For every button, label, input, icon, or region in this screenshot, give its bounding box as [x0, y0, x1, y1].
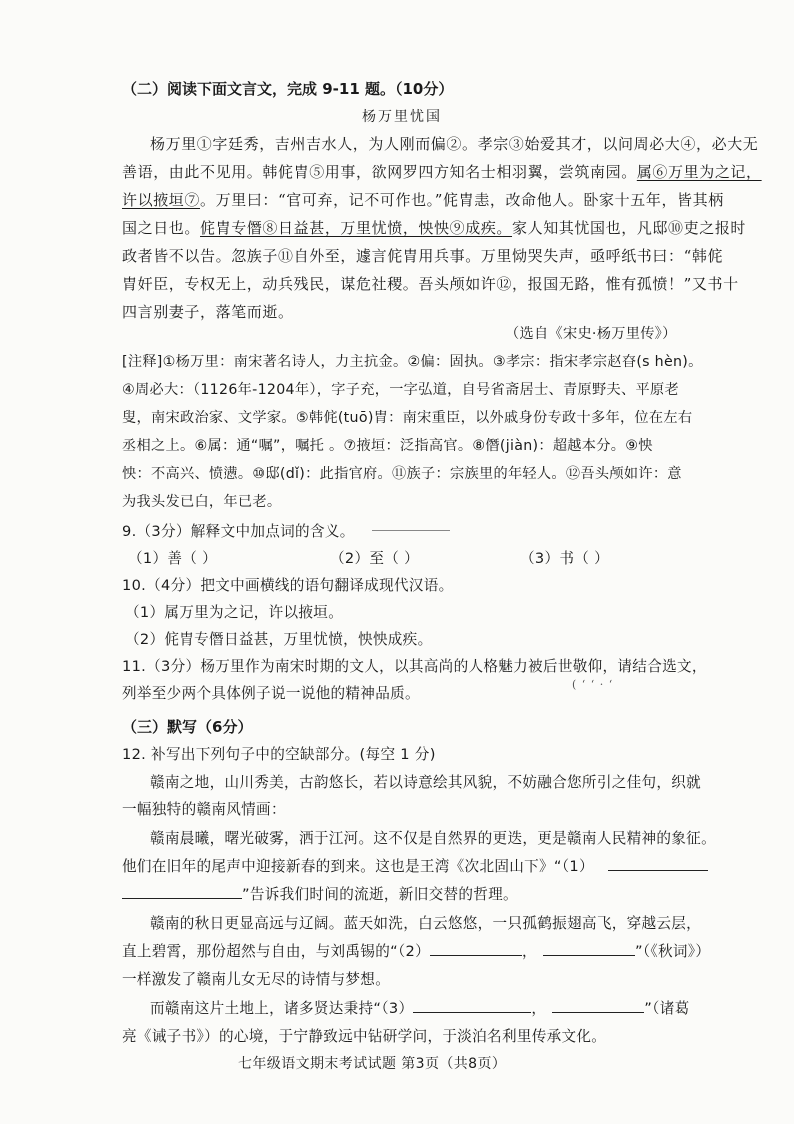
passage-line [122, 189, 724, 210]
underlined-sentence: 属⑥万里为之记， [636, 163, 762, 181]
passage-line [122, 161, 762, 182]
q12-text-line: 赣南之地，山川秀美，古韵悠长，若以诗意绘其风貌，不妨融合您所引之佳句，织就 [150, 774, 702, 791]
note-line: 怏：不高兴、愤懑。⑩邸(dǐ)：此指官府。⑪族子：宗族里的年轻人。⑫吾头颅如许：意 [122, 466, 682, 482]
passage-text: 家人知其忧国也，凡邸⑩吏之报时 [512, 219, 747, 237]
passage-line: 政者皆不以告。忽族子⑪自外至，遽言侂胄用兵事。万里恸哭失声，亟呼纸书曰：“韩侂 [122, 247, 724, 265]
answer-blank-2a[interactable] [430, 941, 522, 956]
question-10-item-2: （2）侂胄专僭日益甚，万里忧愤，怏怏成疾。 [125, 631, 433, 648]
note-line: 叟，南宋政治家、文学家。⑤韩侂(tuō)胄：南宋重臣，以外戚身份专政十多年，位在左右 [122, 410, 693, 426]
q12-text: ”（诸葛 [644, 1000, 690, 1017]
passage-text: 国之日也。 [122, 219, 201, 237]
passage-source: （选自《宋史·杨万里传》） [505, 326, 677, 342]
pencil-scribble: ( ‘ ‘ · ‘ [572, 678, 614, 691]
answer-blank-2b[interactable] [543, 941, 635, 956]
page-footer: 七年级语文期末考试试题 第3页（共8页） [238, 1056, 507, 1072]
question-11-line: 11.（3分）杨万里作为南宋时期的文人，以其高尚的人格魅力被后世敬仰，请结合选文， [122, 658, 707, 675]
question-9-item-2: （2）至（ ） [330, 550, 419, 567]
q12-text: ”告诉我们时间的流逝，新旧交替的哲理。 [242, 886, 518, 903]
underlined-sentence: 许以掖垣⑦ [122, 191, 201, 209]
answer-blank-3a[interactable] [413, 998, 531, 1013]
q12-text: 而赣南这片土地上，诸多贤达秉持“（3） [150, 1000, 414, 1017]
q12-text-line: 一样激发了赣南儿女无尽的诗情与梦想。 [122, 971, 391, 988]
note-line: [注释]①杨万里：南宋著名诗人，力主抗金。②偏：固执。③孝宗：指宋孝宗赵昚(s hèn)。 [122, 354, 703, 370]
section-2-heading: （二）阅读下面文言文，完成 9-11 题。（10分） [122, 80, 454, 98]
answer-blank-3b[interactable] [552, 998, 644, 1013]
passage-line: 杨万里①字廷秀，吉州吉水人，为人刚而偏②。孝宗③始爱其才，以问周必大④，必大无 [150, 135, 759, 153]
question-10-stem: 10.（4分）把文中画横线的语句翻译成现代汉语。 [122, 577, 454, 594]
answer-blank-1a[interactable] [608, 856, 708, 871]
q12-text-line [122, 940, 710, 961]
question-9-item-3: （3）书（ ） [520, 550, 609, 567]
question-9-item-1: （1）善（ ） [128, 550, 217, 567]
underlined-sentence: 侂胄专僭⑧日益甚，万里忧愤，怏怏⑨成疾。 [200, 219, 513, 237]
q12-text-line: 亮《诫子书》）的心境，于宁静致远中钻研学问，于淡泊名利里传承文化。 [122, 1028, 607, 1045]
passage-title: 杨万里忧国 [362, 109, 442, 125]
q12-text: ， [522, 943, 537, 960]
q12-text-line [122, 883, 518, 904]
passage-line [122, 217, 746, 238]
q12-text-line: 赣南的秋日更显高远与辽阔。蓝天如洗，白云悠悠，一只孤鹤振翅高飞，穿越云层， [150, 915, 702, 932]
question-10-item-1: （1）属万里为之记，许以掖垣。 [125, 604, 344, 621]
question-11-line: 列举至少两个具体例子说一说他的精神品质。 [122, 685, 420, 702]
q12-text: ， [531, 1000, 547, 1017]
passage-line: 胄奸臣，专权无上，动兵残民，谋危社稷。吾头颅如许⑫，报国无路，惟有孤愤！”又书十 [122, 275, 739, 293]
note-line: ④周必大：（1126年-1204年），字子充，一字弘道，自号省斋居士、青原野夫、平原老 [122, 382, 679, 398]
passage-text: 。万里曰：“官可弃，记不可作也。”侂胄恚，改命他人。卧家十五年，皆其柄 [200, 191, 724, 209]
question-9-stem: 9.（3分）解释文中加点词的含义。 [122, 523, 355, 540]
q12-text-line: 一幅独特的赣南风情画： [122, 801, 286, 818]
section-3-heading: （三）默写（6分） [122, 718, 253, 736]
passage-text: 善语，由此不见用。韩侂胄⑤用事，欲网罗四方知名士相羽翼，尝筑南园。 [122, 163, 637, 181]
q12-text-line [122, 855, 708, 876]
q12-text: 直上碧霄，那份超然与自由，与刘禹锡的“（2） [122, 943, 431, 960]
q12-text: ”（《秋词》） [634, 943, 711, 960]
note-line: 为我头发已白，年已老。 [122, 494, 282, 510]
q12-text: 他们在旧年的尾声中迎接新春的到来。这也是王湾《次北固山下》“（1） [122, 858, 594, 875]
note-line: 丞相之上。⑥属：通“嘱”，嘱托 。⑦掖垣：泛指高官。⑧僭(jiàn)：超越本分。⑨怏 [122, 438, 653, 454]
pen-mark [372, 530, 450, 531]
q12-text-line: 赣南晨曦，曙光破雾，洒于江河。这不仅是自然界的更迭，更是赣南人民精神的象征。 [150, 830, 716, 847]
answer-blank-1b[interactable] [122, 884, 242, 899]
q12-text-line [150, 997, 690, 1018]
passage-line: 四言别妻子，落笔而逝。 [122, 303, 294, 321]
question-12-stem: 12. 补写出下列句子中的空缺部分。(每空 1 分) [122, 746, 436, 763]
